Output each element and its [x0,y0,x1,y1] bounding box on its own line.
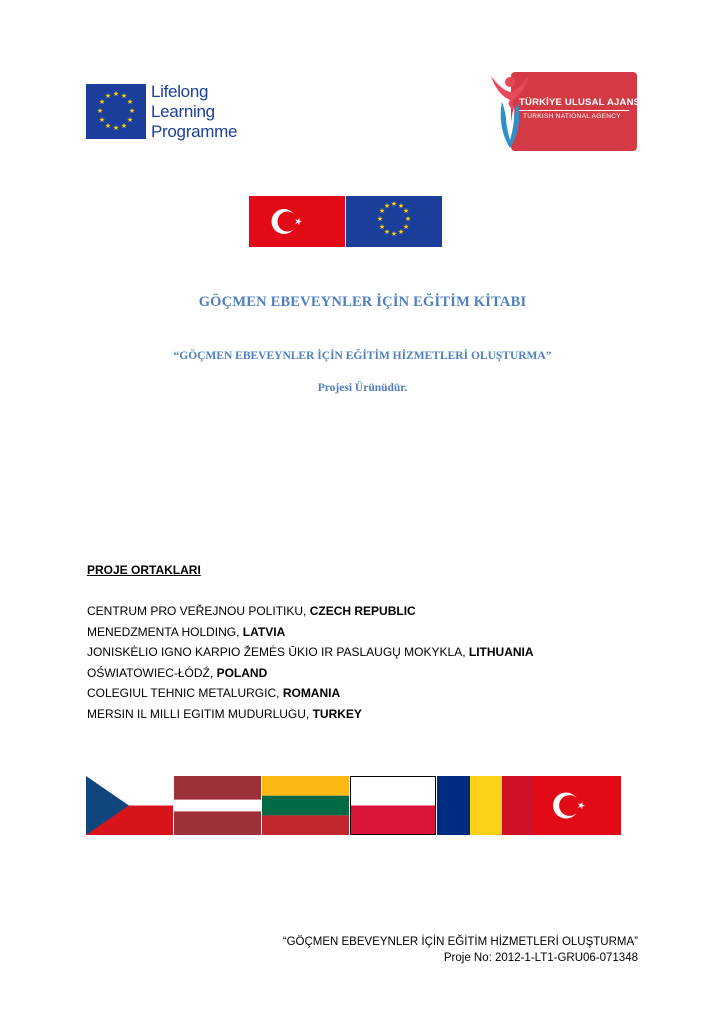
tna-divider [519,110,629,111]
svg-text:★: ★ [126,98,134,106]
svg-text:★: ★ [378,207,386,215]
partner-country: POLAND [216,665,268,680]
svg-text:★: ★ [378,223,386,231]
page-footer [283,934,638,966]
svg-text:★: ★ [383,228,391,236]
svg-text:★: ★ [120,122,128,130]
tna-subtitle: TURKISH NATIONAL AGENCY [523,113,621,120]
partner-row [87,683,534,704]
turkey-flag-icon [533,776,621,835]
tna-emblem-icon [485,70,535,152]
partner-row [87,663,534,684]
partner-org: MENEDZMENTA HOLDING, [87,624,243,639]
lithuania-flag-icon [262,776,349,835]
lll-line2: Learning [151,102,215,121]
svg-text:★: ★ [98,98,106,106]
svg-text:★: ★ [402,207,410,215]
project-product-note: Projesi Ürünüdür. [317,382,408,394]
romania-flag-icon [437,776,534,835]
partners-list [87,601,534,724]
tna-name: TÜRKİYE ULUSAL AJANSI [519,97,644,108]
svg-text:★: ★ [112,90,120,98]
partner-org: CENTRUM PRO VEŘEJNOU POLITIKU, [87,604,310,618]
book-title: GÖÇMEN EBEVEYNLER İÇİN EĞİTİM KİTABI [198,294,527,310]
partners-heading: PROJE ORTAKLARI [87,563,201,577]
poland-flag-icon [350,776,436,835]
svg-text:★: ★ [402,223,410,231]
turkish-national-agency-logo [485,70,644,152]
svg-text:★: ★ [397,228,405,236]
partner-row [87,642,534,663]
lll-line3: Programme [151,122,238,141]
partner-row [87,622,534,643]
svg-text:★: ★ [112,124,120,132]
partner-org: MERSIN IL MILLI EGITIM MUDURLUGU, [87,706,313,721]
footer-project-number: Proje No: 2012-1-LT1-GRU06-071348 [443,952,638,964]
czech-flag-icon [86,776,173,835]
svg-text:★: ★ [120,92,128,100]
partner-row [87,601,534,622]
partner-country: LITHUANIA [468,645,534,659]
svg-text:★: ★ [104,92,112,100]
project-title: “GÖÇMEN EBEVEYNLER İÇİN EĞİTİM HİZMETLERİ OLUŞTURMA” [173,350,552,362]
svg-text:★: ★ [383,202,391,210]
svg-text:★: ★ [390,200,398,208]
turkey-flag-icon [249,196,345,247]
lll-line1: Lifelong [151,82,209,101]
svg-text:★: ★ [128,107,136,115]
svg-text:★: ★ [98,116,106,124]
partner-org: JONISKĖLIO IGNO KARPIO ŽEMĖS ŪKIO IR PASLAUGŲ MOKYKLA, [87,645,469,659]
svg-text:★: ★ [104,122,112,130]
partner-flags-strip [86,776,621,835]
svg-text:★: ★ [96,107,104,115]
svg-text:★: ★ [376,215,384,223]
partner-country: TURKEY [312,706,362,721]
svg-text:★: ★ [397,202,405,210]
partner-org: OŚWIATOWIEC-ŁÓDŹ, [87,665,217,680]
latvia-flag-icon [174,776,261,835]
partner-country: CZECH REPUBLIC [309,604,416,618]
lll-logo-text [151,82,237,142]
partner-org: COLEGIUL TEHNIC METALURGIC, [87,686,283,700]
footer-project-title: “GÖÇMEN EBEVEYNLER İÇİN EĞİTİM HİZMETLERİ OLUŞTURMA” [282,936,638,948]
svg-text:★: ★ [404,215,412,223]
svg-text:★: ★ [390,230,398,238]
partner-row [87,704,534,725]
lifelong-learning-logo [86,84,236,142]
eu-flag-icon [86,84,146,139]
partner-country: ROMANIA [282,686,341,700]
svg-text:★: ★ [126,116,134,124]
eu-flag-icon [346,196,442,247]
partner-country: LATVIA [242,624,286,639]
